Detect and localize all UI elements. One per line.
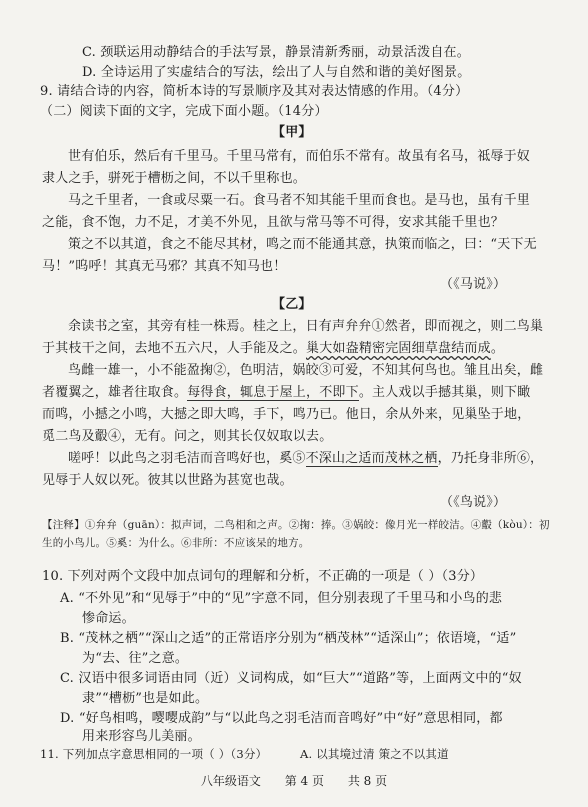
text-span: 嗟呼！以此鸟之羽毛洁而音鸣好也，奚⑤: [68, 451, 306, 466]
passage-yi-source: （《鸟说》）: [440, 495, 507, 510]
underlined-sentence: 不深山之适而茂林之栖: [305, 451, 438, 466]
passage-jia-heading: 【甲】: [272, 125, 312, 140]
text-span: 于其枝干之间，去地不五六尺，人手能及之。: [42, 341, 307, 356]
passage-yi-line: 见辱于人奴以死。彼其以世路为甚宽也哉。: [42, 473, 293, 488]
q11-option-a-label: A. 以其境过清: [300, 747, 375, 761]
option-d-top: D. 全诗运用了实虚结合的写法，绘出了人与自然和谐的美好图景。: [82, 65, 471, 80]
passage-jia-line: 世有伯乐，然后有千里马。千里马常有，而伯乐不常有。故虽有名马，祗辱于奴: [68, 149, 531, 164]
footer-page: 第 4 页: [284, 774, 324, 788]
passage-yi-line: 鸟雌一雄一，小不能盈掬②，色明洁，娲皎③可爱，不知其何鸟也。雏且出矣，雌: [68, 363, 544, 378]
section-2-heading: （二）阅读下面的文字，完成下面小题。（14分）: [40, 104, 328, 119]
passage-yi-line: 而鸣，小撼之小鸣，大撼之即大鸣，手下，鸣乃已。他日，余从外来，见巢坠于地，: [42, 407, 531, 422]
question-10-option: 为“去、往”之意。: [82, 651, 189, 666]
question-10-option: 惨命运。: [82, 611, 135, 626]
passage-jia-line: 马！”呜呼！其真无马邪？其真不知马也！: [42, 259, 287, 274]
question-10-option: C. 汉语中很多词语由同（近）义词构成，如“巨大”“道路”等，上面两文中的“奴: [60, 671, 522, 686]
q11-option-a-pair: 策之不以其道: [378, 747, 449, 761]
footer-total: 共 8 页: [347, 774, 388, 788]
passage-jia-line: 隶人之手，骈死于槽枥之间，不以千里称也。: [42, 171, 307, 186]
passage-yi-line: 觅二鸟及鷇④，无有。问之，则其长仅奴取以去。: [42, 429, 333, 444]
text-span: ，乃托身非所⑥，: [437, 451, 544, 466]
notes-line: 【注释】①弁弁（guān）：拟声词，二鸟相和之声。②掬：捧。③娲皎：像月光一样皎洁。④鷇（kòu）：初: [42, 519, 550, 531]
question-10-option: D. “好鸟相鸣，嘤嘤成韵”与“以此鸟之羽毛洁而音鸣好”中“好”意思相同，都: [60, 711, 503, 726]
passage-jia-line: 之能，食不饱，力不足，才美不外见，且欲与常马等不可得，安求其能千里也？: [42, 215, 505, 230]
passage-jia-line: 策之不以其道，食之不能尽其材，鸣之而不能通其意，执策而临之，曰：“天下无: [68, 237, 537, 252]
question-10-option: 用来形容鸟儿美丽。: [82, 729, 201, 744]
question-10-stem: 10. 下列对两个文段中加点词句的理解和分析，不正确的一项是（ ）（3分）: [42, 569, 484, 584]
passage-yi-heading: 【乙】: [272, 297, 312, 312]
question-9: 9. 请结合诗的内容，简析本诗的写景顺序及其对表达情感的作用。（4分）: [40, 84, 469, 99]
question-11-options: [300, 746, 449, 763]
question-10-option: B. “茂林之栖”“深山之适”的正常语序分别为“栖茂林”“适深山”；依语境，“适”: [60, 631, 517, 646]
question-10-option: 隶”“槽枥”也是如此。: [82, 691, 209, 706]
option-c-top: C. 颈联运用动静结合的手法写景，静景清新秀丽，动景活泼自在。: [82, 45, 470, 60]
footer-subject: 八年级语文: [200, 774, 261, 788]
question-10-option: A. “不外见”和“见辱于”中的“见”字意不同，但分别表现了千里马和小鸟的悲: [60, 591, 503, 606]
text-span: 者覆翼之，雄者往取食。: [42, 385, 188, 400]
text-span: 。: [490, 341, 505, 356]
passage-jia-line: 马之千里者，一食或尽粟一石。食马者不知其能千里而食也。是马也，虽有千里: [68, 193, 531, 208]
page-footer: [0, 772, 588, 789]
underlined-sentence: 每得食，辄息于屋上，不即下: [187, 385, 359, 400]
question-11-stem: 11. 下列加点字意思相同的一项（ ）（3分）: [40, 747, 268, 761]
passage-jia-source: （《马说》）: [440, 277, 507, 292]
passage-yi-line: 余读书之室，其旁有桂一株焉。桂之上，日有声弁弁①然者，即而视之，则二鸟巢: [68, 319, 544, 334]
wavy-underlined-sentence: 巢大如盎精密完固细草盘结而成: [306, 341, 491, 356]
notes-line: 生的小鸟儿。⑤奚：为什么。⑥非所：不应该呆的地方。: [42, 537, 310, 549]
text-span: 。主人戏以手撼其巢，则下瞰: [358, 385, 531, 400]
